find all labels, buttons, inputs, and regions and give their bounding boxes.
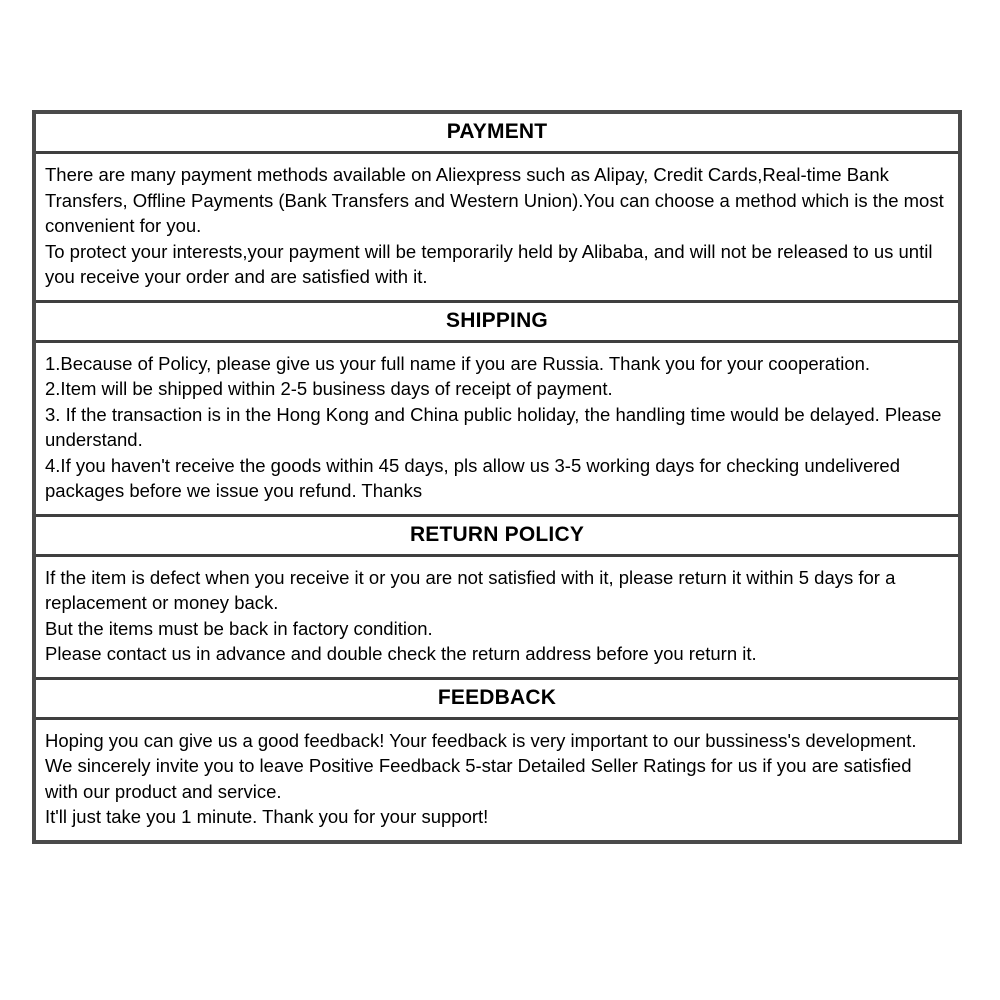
section-shipping <box>36 303 958 514</box>
section-body-payment <box>36 154 958 300</box>
paragraph: But the items must be back in factory condition. <box>45 617 433 639</box>
section-title-shipping: SHIPPING <box>446 308 548 332</box>
paragraph: 3. If the transaction is in the Hong Kong and China public holiday, the handling time would be delayed. Please understand. <box>45 403 942 450</box>
paragraph: Hoping you can give us a good feedback! Your feedback is very important to our bussiness's development. <box>45 729 917 751</box>
section-body-feedback <box>36 720 958 840</box>
paragraph: It'll just take you 1 minute. Thank you for your support! <box>45 806 489 827</box>
section-body-return-policy <box>36 557 958 677</box>
section-body-shipping <box>36 343 958 514</box>
paragraph: To protect your interests,your payment will be temporarily held by Alibaba, and will not be released to us until you receive your order and are satisfied with it. <box>45 240 933 287</box>
paragraph: There are many payment methods available on Aliexpress such as Alipay, Credit Cards,Real-time Bank Transfers, Offline Payments (Bank Transfers and Western Union).You can choose a method which is the most convenient for you. <box>45 164 944 236</box>
paragraph: 4.If you haven't receive the goods within 45 days, pls allow us 3-5 working days for checking undelivered packages before we issue you refund. Thanks <box>45 454 901 501</box>
policy-info-box <box>32 110 962 844</box>
paragraph: We sincerely invite you to leave Positive Feedback 5-star Detailed Seller Ratings for us if you are satisfied with our product and service. <box>45 755 912 802</box>
paragraph: Please contact us in advance and double check the return address before you return it. <box>45 643 757 664</box>
section-payment <box>36 114 958 300</box>
paragraph: If the item is defect when you receive it or you are not satisfied with it, please return it within 5 days for a replacement or money back. <box>45 566 896 613</box>
section-return-policy <box>36 517 958 677</box>
section-title-payment: PAYMENT <box>446 120 548 143</box>
section-feedback <box>36 680 958 840</box>
paragraph: 1.Because of Policy, please give us your full name if you are Russia. Thank you for your cooperation. <box>45 352 871 374</box>
section-title-feedback: FEEDBACK <box>437 685 557 709</box>
section-title-return-policy: RETURN POLICY <box>409 522 585 546</box>
paragraph: 2.Item will be shipped within 2-5 business days of receipt of payment. <box>45 378 613 399</box>
